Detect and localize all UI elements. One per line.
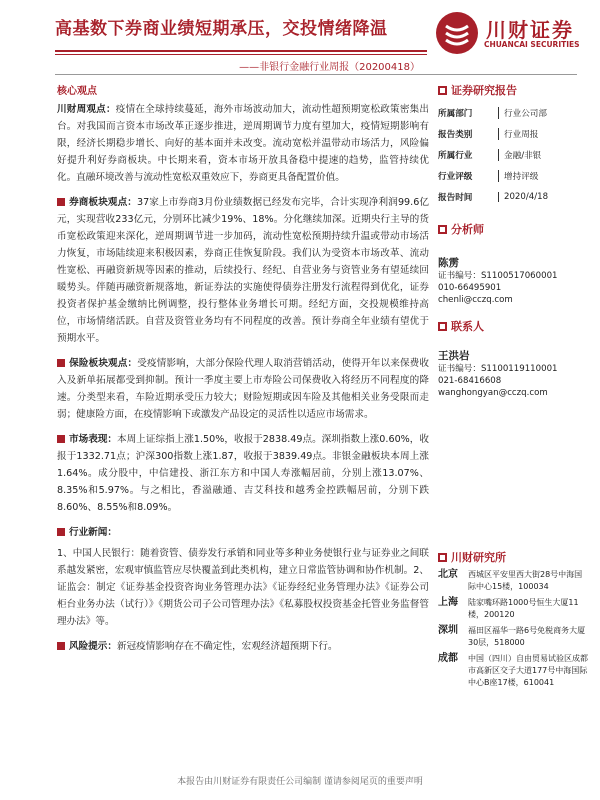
para-text: 37家上市券商3月份业绩数据已经发布完毕，合计实现净利润99.6亿元，实现营收233亿元，分别环比减少19%、18%。分化继续加深。近期央行主导的货币宽松政策迎来深化，逆周期调节进一步加码，流动性宽松预期持续升温或带动市场活力恢复，市场陆续迎来积极因素，券商正佳恢复阶段。我们认为受资本市场改革、流动性宽松、再融资新规等因素的推动，后续投行、经纪、自营业务与资管业务有望延续回暖势头。伴随再融资新规落地，新证券法的实施使得债券注册发行流程得到优化，证券投资者保护基金缴纳比例调整，投行整体业务增长可期。经纪方面，交投规模维持高位，市场情绪活跃。自营及资管业务均有不同程度的改善。预计券商全年业绩有望优于预期水平。 [57, 197, 430, 344]
para-text: 新冠疫情影响存在不确定性，宏观经济超预期下行。 [116, 641, 338, 652]
branch-city: 成都 [438, 653, 458, 664]
para-text: 疫情在全球持续蔓延，海外市场波动加大，流动性超预期宽松政策密集出台。对我国而言资本市场改革正逐步推进，逆周期调节力度有望加大，疫情短期影响有限，经济长期稳步增长、向好的基本面并未改变。流动宽松并温带动市场活力，风险偏好提升利好券商板块。中长期来看，资本市场开放具备稳中提速的趋势，监管持续优化。直融环境改善与流动性宽松双重效应下，券商更具备配置价值。 [57, 104, 430, 183]
side-panel [438, 82, 588, 693]
analyst-title: 分析师 [451, 223, 484, 236]
bullet-icon [57, 642, 65, 650]
bullet-icon [57, 359, 65, 367]
analyst-email[interactable]: chenli@cczq.com [438, 295, 513, 305]
main-content [57, 82, 429, 663]
para-lead: 川财周观点： [57, 104, 116, 115]
section-square-icon [438, 86, 447, 95]
analyst-heading [438, 221, 588, 237]
analyst-name: 陈雳 [438, 257, 459, 269]
analyst-phone: 010-66495901 [438, 283, 502, 293]
divider [55, 74, 577, 75]
para-lead: 保险板块观点： [69, 358, 138, 369]
divider [55, 54, 427, 55]
para-lead: 券商板块观点： [69, 197, 137, 208]
analyst-cert: 证书编号：S1100517060001 [438, 271, 558, 281]
branch-city: 北京 [438, 569, 458, 580]
paragraph-weekly-view [57, 101, 429, 186]
para-text: 受疫情影响，大部分保险代理人取消营销活动，使得开年以来保费收入及新单拓展都受到抑制。预计一季度主要上市寿险公司保费收入将经历不同程度的降速。分类型来看，车险近期承受压力较大；财险短期或因车险及其他相关业务受限而走弱；健康险方面，在疫情影响下或激发产品设定的灵活性以适应市场需求。 [57, 358, 430, 420]
branch-city: 上海 [438, 597, 458, 608]
branch-address: 福田区福华一路6号免税商务大厦30层，518000 [468, 626, 586, 647]
branch-item [438, 597, 588, 621]
bullet-icon [57, 198, 65, 206]
branch-item [438, 569, 588, 593]
info-row [438, 102, 588, 123]
contact-heading [438, 318, 588, 334]
para-lead: 市场表现： [69, 434, 118, 445]
paragraph-market [57, 431, 429, 516]
report-title: 高基数下券商业绩短期承压，交投情绪降温 [55, 19, 388, 39]
info-value: 增持评级 [498, 170, 538, 182]
paragraph-news-head [57, 524, 429, 541]
paragraph-risk [57, 638, 429, 655]
bullet-icon [57, 435, 65, 443]
info-row [438, 165, 588, 186]
contact-email[interactable]: wanghongyan@cczq.com [438, 388, 548, 398]
divider [55, 50, 427, 52]
para-text: 1、中国人民银行：随着资管、债券发行承销和同业等多种业务使银行业与证券业之间联系越发紧密，宏观审慎监管应尽快覆盖到此类机构，建立日常监管协调和协作机制。2、证监会：制定《证券基金投资咨询业务管理办法》《证券经纪业务管理办法》《证券公司柜台业务办法（试行）》《期货公司子公司管理办法》《私募股权投资基金托管业务监督管理办法》等。 [57, 548, 429, 627]
para-lead: 行业新闻： [69, 527, 117, 538]
bullet-icon [57, 528, 65, 536]
info-value: 金融/非银 [498, 149, 541, 161]
page-footer: 本报告由川财证券有限责任公司编制 谨请参阅尾页的重要声明 [177, 777, 423, 787]
info-row [438, 186, 588, 207]
branch-address: 西城区平安里西大街28号中海国际中心15楼，100034 [468, 570, 583, 591]
para-lead: 风险提示： [69, 641, 117, 652]
branch-item [438, 653, 588, 689]
info-row [438, 144, 588, 165]
paragraph-news [57, 545, 429, 630]
info-value: 行业周报 [498, 128, 538, 140]
logo-text-cn: 川财证券 [486, 18, 574, 42]
institute-heading [438, 549, 588, 565]
contact-name: 王洪岩 [438, 350, 470, 362]
paragraph-brokerage [57, 194, 429, 347]
contact-cert: 证书编号：S1100119110001 [438, 364, 558, 374]
branch-city: 深圳 [438, 625, 458, 636]
report-subtitle: ——非银行金融行业周报（20200418） [239, 62, 420, 73]
info-key: 行业评级 [438, 171, 473, 182]
info-value: 2020/4/18 [498, 192, 548, 202]
info-value: 行业公司部 [498, 107, 547, 119]
info-key: 所属行业 [438, 150, 473, 161]
info-row [438, 123, 588, 144]
branch-address: 陆家嘴环路1000号恒生大厦11楼，200120 [468, 598, 579, 619]
core-label: 核心观点 [57, 86, 97, 97]
contact-title: 联系人 [451, 320, 484, 333]
section-square-icon [438, 322, 447, 331]
info-key: 所属部门 [438, 108, 473, 119]
branch-item [438, 625, 588, 649]
company-logo [436, 12, 580, 58]
section-square-icon [438, 225, 447, 234]
para-text: 本周上证综指上涨1.50%，收报于2838.49点。深圳指数上涨0.60%，收报于1332.71点；沪深300指数上涨1.87，收报于3839.49点。非银金融板块本周上涨1.64%。成分股中，中信建投、浙江东方和中国人寿涨幅居前，分别上涨13.07%、8.35%和5.97%。与之相比，香溢融通、吉艾科技和越秀金控跌幅居前，分别下跌8.60%、8.55%和8.09%。 [57, 434, 429, 513]
info-key: 报告类别 [438, 129, 473, 140]
logo-mark-icon [436, 12, 478, 54]
branch-address: 中国（四川）自由贸易试验区成都市高新区交子大道177号中海国际中心B座17楼，610041 [468, 654, 588, 687]
logo-text-en: CHUANCAI SECURITIES [484, 40, 580, 49]
contact-phone: 021-68416608 [438, 376, 502, 386]
institute-title: 川财研究所 [451, 551, 506, 564]
info-key: 报告时间 [438, 192, 473, 203]
paragraph-insurance [57, 355, 429, 423]
report-info-title: 证券研究报告 [451, 84, 517, 97]
section-square-icon [438, 553, 447, 562]
report-info-heading [438, 82, 588, 98]
